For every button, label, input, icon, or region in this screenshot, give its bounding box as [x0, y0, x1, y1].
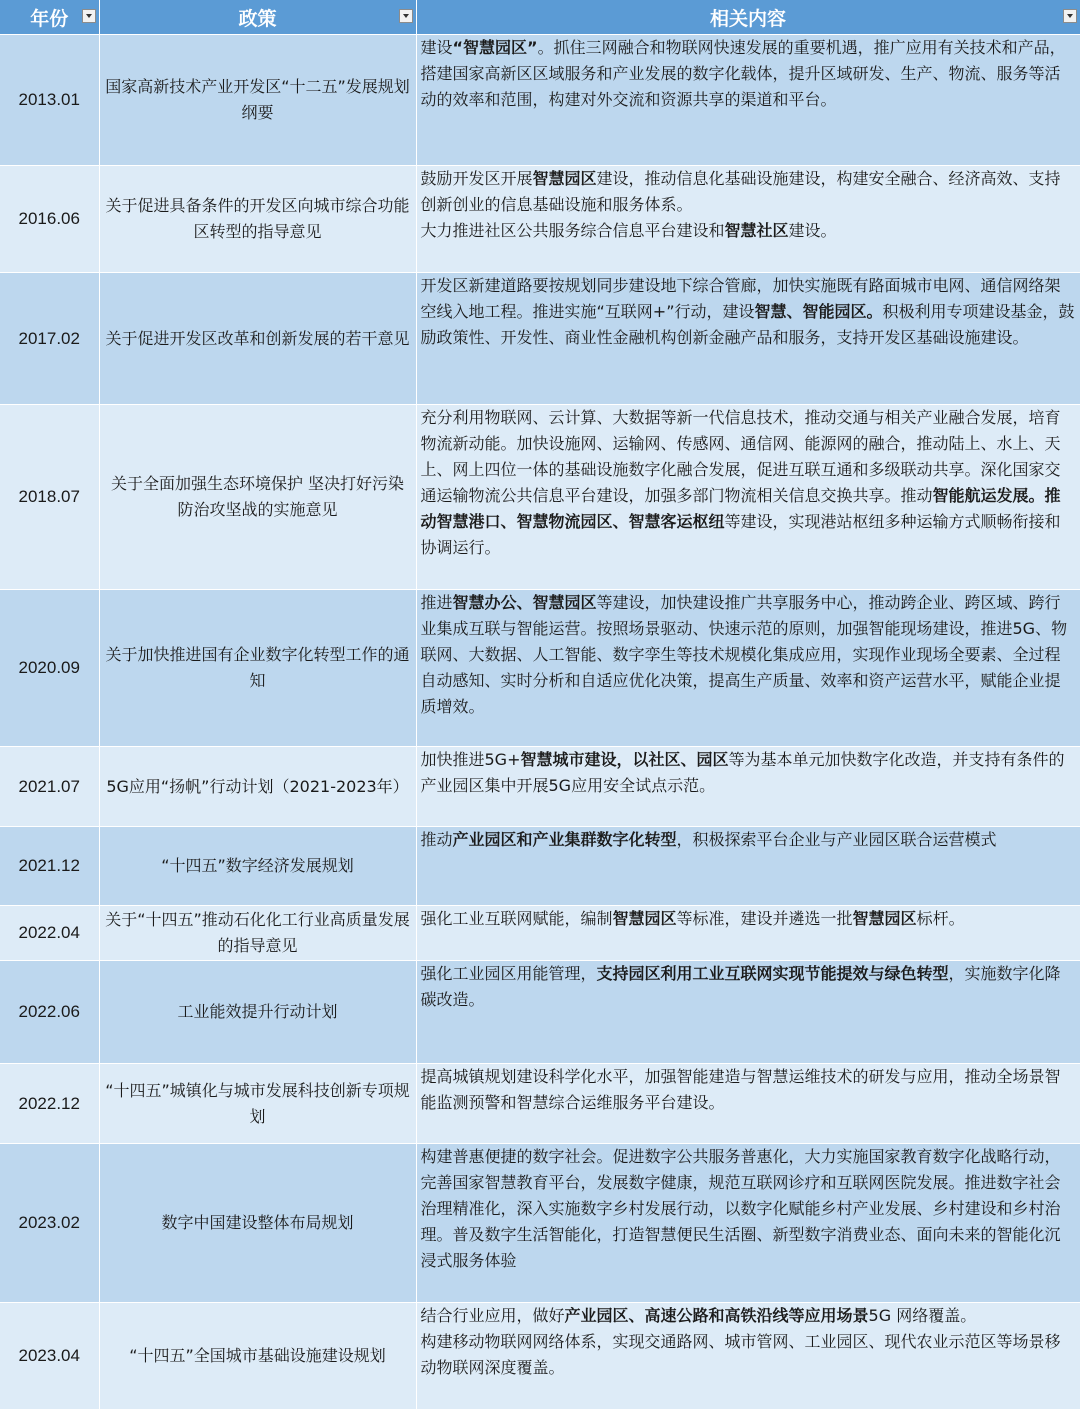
cell-year: 2018.07 — [0, 405, 99, 590]
cell-policy: 关于全面加强生态环境保护 坚决打好污染防治攻坚战的实施意见 — [99, 405, 416, 590]
cell-content — [416, 1303, 1080, 1410]
content-text: 推动 — [420, 830, 453, 849]
header-policy-label: 政策 — [238, 7, 277, 30]
cell-policy: “十四五”城镇化与城市发展科技创新专项规划 — [99, 1064, 416, 1144]
table-row — [0, 906, 1080, 961]
content-text: 等建设，加快建设推广共享服务中心，推动跨企业、跨区域、跨行业集成互联与智能运营。按照场景驱动、快速示范的原则，加强智能现场建设，推进5G、物联网、大数据、人工智能、数字孪生等技术规模化集成应用，实现作业现场全要素、全过程自动感知、实时分析和自适应优化决策，提高生产质量、效率和资产运营水平，赋能企业提质增效。 — [420, 593, 1068, 716]
cell-policy: 关于促进开发区改革和创新发展的若干意见 — [99, 273, 416, 405]
table-row — [0, 827, 1080, 906]
content-text: 建设，推动信息化基础设施建设，构建安全融合、经济高效、支持创新创业的信息基础设施和服务体系。 — [420, 169, 1061, 214]
table-row — [0, 1144, 1080, 1303]
filter-dropdown-icon[interactable] — [399, 9, 413, 23]
cell-content — [416, 747, 1080, 827]
content-text: 推进 — [420, 593, 453, 612]
cell-policy: 关于加快推进国有企业数字化转型工作的通知 — [99, 590, 416, 747]
header-policy — [99, 0, 416, 35]
cell-content — [416, 405, 1080, 590]
content-text: ，积极探索平台企业与产业园区联合运营模式 — [676, 830, 997, 849]
cell-content — [416, 35, 1080, 166]
cell-year: 2023.04 — [0, 1303, 99, 1410]
content-text: 等标准，建设并遴选一批 — [676, 909, 853, 928]
highlight-text: 智慧、智能园区。 — [754, 302, 883, 321]
cell-content — [416, 273, 1080, 405]
table-row — [0, 1303, 1080, 1410]
cell-policy: 数字中国建设整体布局规划 — [99, 1144, 416, 1303]
table-body — [0, 35, 1080, 1410]
table-row — [0, 35, 1080, 166]
cell-content — [416, 961, 1080, 1064]
cell-policy: 5G应用“扬帆”行动计划（2021-2023年） — [99, 747, 416, 827]
cell-content — [416, 1144, 1080, 1303]
highlight-text: 智能航运发展。推动智慧港口、智慧物流园区、智慧客运枢纽 — [420, 486, 1061, 531]
filter-dropdown-icon[interactable] — [1063, 9, 1077, 23]
content-text: 构建普惠便捷的数字社会。促进数字公共服务普惠化，大力实施国家教育数字化战略行动，完善国家智慧教育平台，发展数字健康，规范互联网诊疗和互联网医院发展。推进数字社会治理精准化，深入实施数字乡村发展行动，以数字化赋能乡村产业发展、乡村建设和乡村治理。普及数字生活智能化，打造智慧便民生活圈、新型数字消费业态、面向未来的智能化沉浸式服务体验 — [420, 1147, 1061, 1270]
header-row — [0, 0, 1080, 35]
highlight-text: 产业园区和产业集群数字化转型 — [452, 830, 677, 849]
content-text: 碳改造。 — [420, 990, 485, 1009]
table-row — [0, 273, 1080, 405]
content-text: 等建设，实现港站枢纽多种运输方式顺畅衔接和协调运行。 — [420, 512, 1061, 557]
content-text: 大力推进社区公共服务综合信息平台建设和 — [420, 221, 725, 240]
cell-content — [416, 166, 1080, 273]
cell-content — [416, 590, 1080, 747]
cell-policy: 国家高新技术产业开发区“十二五”发展规划纲要 — [99, 35, 416, 166]
cell-year: 2022.12 — [0, 1064, 99, 1144]
header-content — [416, 0, 1080, 35]
content-text: 等为基本单元加快数字化改造，并支持有条件的产业园区集中开展5G应用安全试点示范。 — [420, 750, 1065, 795]
cell-year: 2022.04 — [0, 906, 99, 961]
highlight-text: 智慧园区 — [612, 909, 677, 928]
content-text: 建设 — [420, 38, 453, 57]
table-row — [0, 1064, 1080, 1144]
table-row — [0, 747, 1080, 827]
cell-content — [416, 827, 1080, 906]
cell-policy: “十四五”数字经济发展规划 — [99, 827, 416, 906]
content-text: 积极利用专项建设基金，鼓励政策性、开发性、商业性金融机构创新金融产品和服务，支持开发区基础设施建设。 — [420, 302, 1075, 347]
cell-year: 2021.07 — [0, 747, 99, 827]
cell-year: 2013.01 — [0, 35, 99, 166]
highlight-text: 智慧园区 — [852, 909, 917, 928]
content-text: 构建移动物联网网络体系，实现交通路网、城市管网、工业园区、现代农业示范区等场景移动物联网深度覆盖。 — [420, 1332, 1061, 1377]
content-text: 5G 网络覆盖。 — [868, 1306, 977, 1325]
content-text: ，实施数字化降 — [948, 964, 1061, 983]
content-text: 强化工业园区用能管理， — [420, 964, 597, 983]
highlight-text: 智慧社区 — [724, 221, 789, 240]
table-row — [0, 166, 1080, 273]
cell-year: 2021.12 — [0, 827, 99, 906]
content-text: 加快推进5G+ — [420, 750, 521, 769]
cell-policy: 关于促进具备条件的开发区向城市综合功能区转型的指导意见 — [99, 166, 416, 273]
table-row — [0, 590, 1080, 747]
content-text: 。抓住三网融合和物联网快速发展的重要机遇，推广应用有关技术和产品，搭建国家高新区区域服务和产业发展的数字化载体，提升区域研发、生产、物流、服务等活动的效率和范围，构建对外交流和资源共享的渠道和平台。 — [420, 38, 1066, 109]
content-text: 鼓励开发区开展 — [420, 169, 533, 188]
cell-year: 2022.06 — [0, 961, 99, 1064]
table-row — [0, 961, 1080, 1064]
content-text: 强化工业互联网赋能，编制 — [420, 909, 613, 928]
table-row — [0, 405, 1080, 590]
header-year — [0, 0, 99, 35]
highlight-text: 智慧园区 — [532, 169, 597, 188]
cell-year: 2017.02 — [0, 273, 99, 405]
cell-policy: 工业能效提升行动计划 — [99, 961, 416, 1064]
cell-year: 2023.02 — [0, 1144, 99, 1303]
highlight-text: 支持园区利用工业互联网实现节能提效与绿色转型 — [596, 964, 949, 983]
cell-policy: “十四五”全国城市基础设施建设规划 — [99, 1303, 416, 1410]
cell-content — [416, 906, 1080, 961]
highlight-text: 智慧城市建设，以社区、园区 — [520, 750, 729, 769]
cell-year: 2016.06 — [0, 166, 99, 273]
highlight-text: 智慧办公、智慧园区 — [452, 593, 597, 612]
content-text: 建设。 — [788, 221, 837, 240]
content-text: 标杆。 — [916, 909, 965, 928]
content-text: 充分利用物联网、云计算、大数据等新一代信息技术，推动交通与相关产业融合发展，培育物流新动能。加快设施网、运输网、传感网、通信网、能源网的融合，推动陆上、水上、天上、网上四位一体的基础设施数字化融合发展，促进互联互通和多级联动共享。深化国家交通运输物流公共信息平台建设，加强多部门物流相关信息交换共享。推动 — [420, 408, 1061, 505]
highlight-text: “智慧园区” — [452, 38, 538, 57]
header-content-label: 相关内容 — [709, 7, 786, 30]
cell-policy: 关于“十四五”推动石化化工行业高质量发展的指导意见 — [99, 906, 416, 961]
content-text: 提高城镇规划建设科学化水平，加强智能建造与智慧运维技术的研发与应用，推动全场景智能监测预警和智慧综合运维服务平台建设。 — [420, 1067, 1061, 1112]
filter-dropdown-icon[interactable] — [82, 9, 96, 23]
cell-year: 2020.09 — [0, 590, 99, 747]
cell-content — [416, 1064, 1080, 1144]
header-year-label: 年份 — [30, 7, 69, 30]
content-text: 开发区新建道路要按规划同步建设地下综合管廊，加快实施既有路面城市电网、通信网络架空线入地工程。推进实施“互联网+”行动，建设 — [420, 276, 1061, 321]
content-text: 结合行业应用，做好 — [420, 1306, 565, 1325]
highlight-text: 产业园区、高速公路和高铁沿线等应用场景 — [564, 1306, 869, 1325]
